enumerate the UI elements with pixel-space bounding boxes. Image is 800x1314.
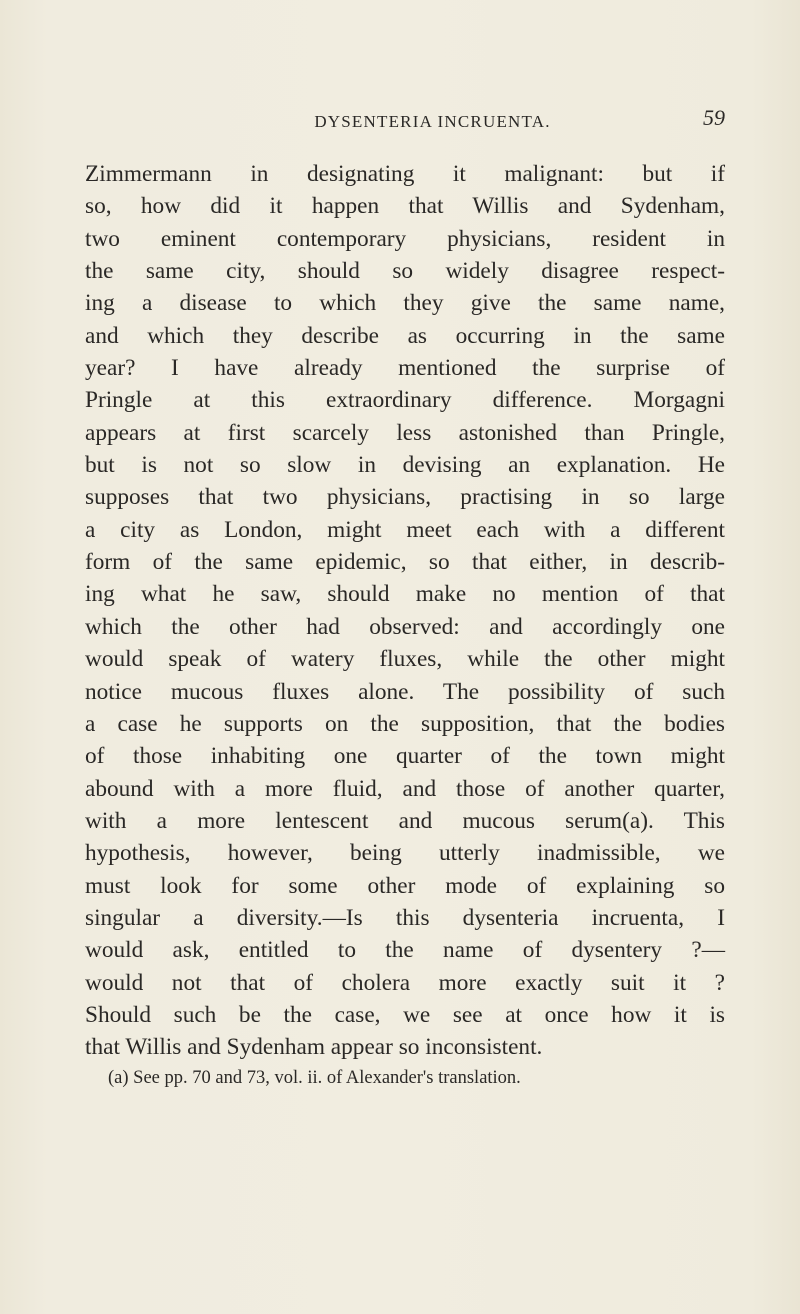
text-line: that Willis and Sydenham appear so inconsistent.	[85, 1034, 543, 1061]
body-text	[85, 158, 725, 1064]
text-line: with a more lentescent and mucous serum(a). This	[85, 807, 725, 834]
text-line: which the other had observed: and accordingly one	[85, 613, 725, 640]
text-line: would speak of watery fluxes, while the other might	[85, 646, 725, 673]
text-line: Should such be the case, we see at once how it is	[85, 1001, 725, 1028]
text-line: abound with a more fluid, and those of another quarter,	[85, 775, 725, 802]
text-line: singular a diversity.—Is this dysenteria incruenta, I	[85, 904, 725, 931]
text-line: year? I have already mentioned the surprise of	[85, 355, 725, 382]
text-line: Zimmermann in designating it malignant: but if	[85, 161, 725, 187]
footnote: (a) See pp. 70 and 73, vol. ii. of Alexander's translation.	[108, 1068, 521, 1088]
text-line: but is not so slow in devising an explanation. He	[85, 452, 725, 479]
text-line: a case he supports on the supposition, that the bodies	[85, 710, 725, 737]
text-line: ing what he saw, should make no mention of that	[85, 581, 725, 608]
text-line: would not that of cholera more exactly suit it ?	[85, 969, 725, 996]
page-number: 59	[703, 105, 725, 130]
text-line: and which they describe as occurring in the same	[85, 322, 725, 349]
text-line: so, how did it happen that Willis and Sydenham,	[85, 193, 725, 220]
text-line: of those inhabiting one quarter of the town might	[85, 743, 725, 770]
text-line: ing a disease to which they give the same name,	[85, 290, 725, 317]
header-title: DYSENTERIA INCRUENTA.	[314, 112, 551, 131]
running-head	[140, 105, 725, 136]
text-line: must look for some other mode of explaining so	[85, 872, 725, 899]
text-line: appears at first scarcely less astonished than Pringle,	[85, 419, 725, 446]
text-line: the same city, should so widely disagree respect-	[85, 258, 725, 285]
text-line: supposes that two physicians, practising in so large	[85, 484, 725, 511]
text-line: notice mucous fluxes alone. The possibility of such	[85, 678, 725, 705]
text-line: would ask, entitled to the name of dysentery ?—	[85, 937, 725, 964]
text-line: a city as London, might meet each with a different	[85, 516, 725, 543]
text-line: two eminent contemporary physicians, resident in	[85, 225, 725, 252]
text-line: hypothesis, however, being utterly inadmissible, we	[85, 840, 725, 867]
text-line: form of the same epidemic, so that either, in describ-	[85, 549, 725, 576]
text-line: Pringle at this extraordinary difference. Morgagni	[85, 387, 725, 414]
